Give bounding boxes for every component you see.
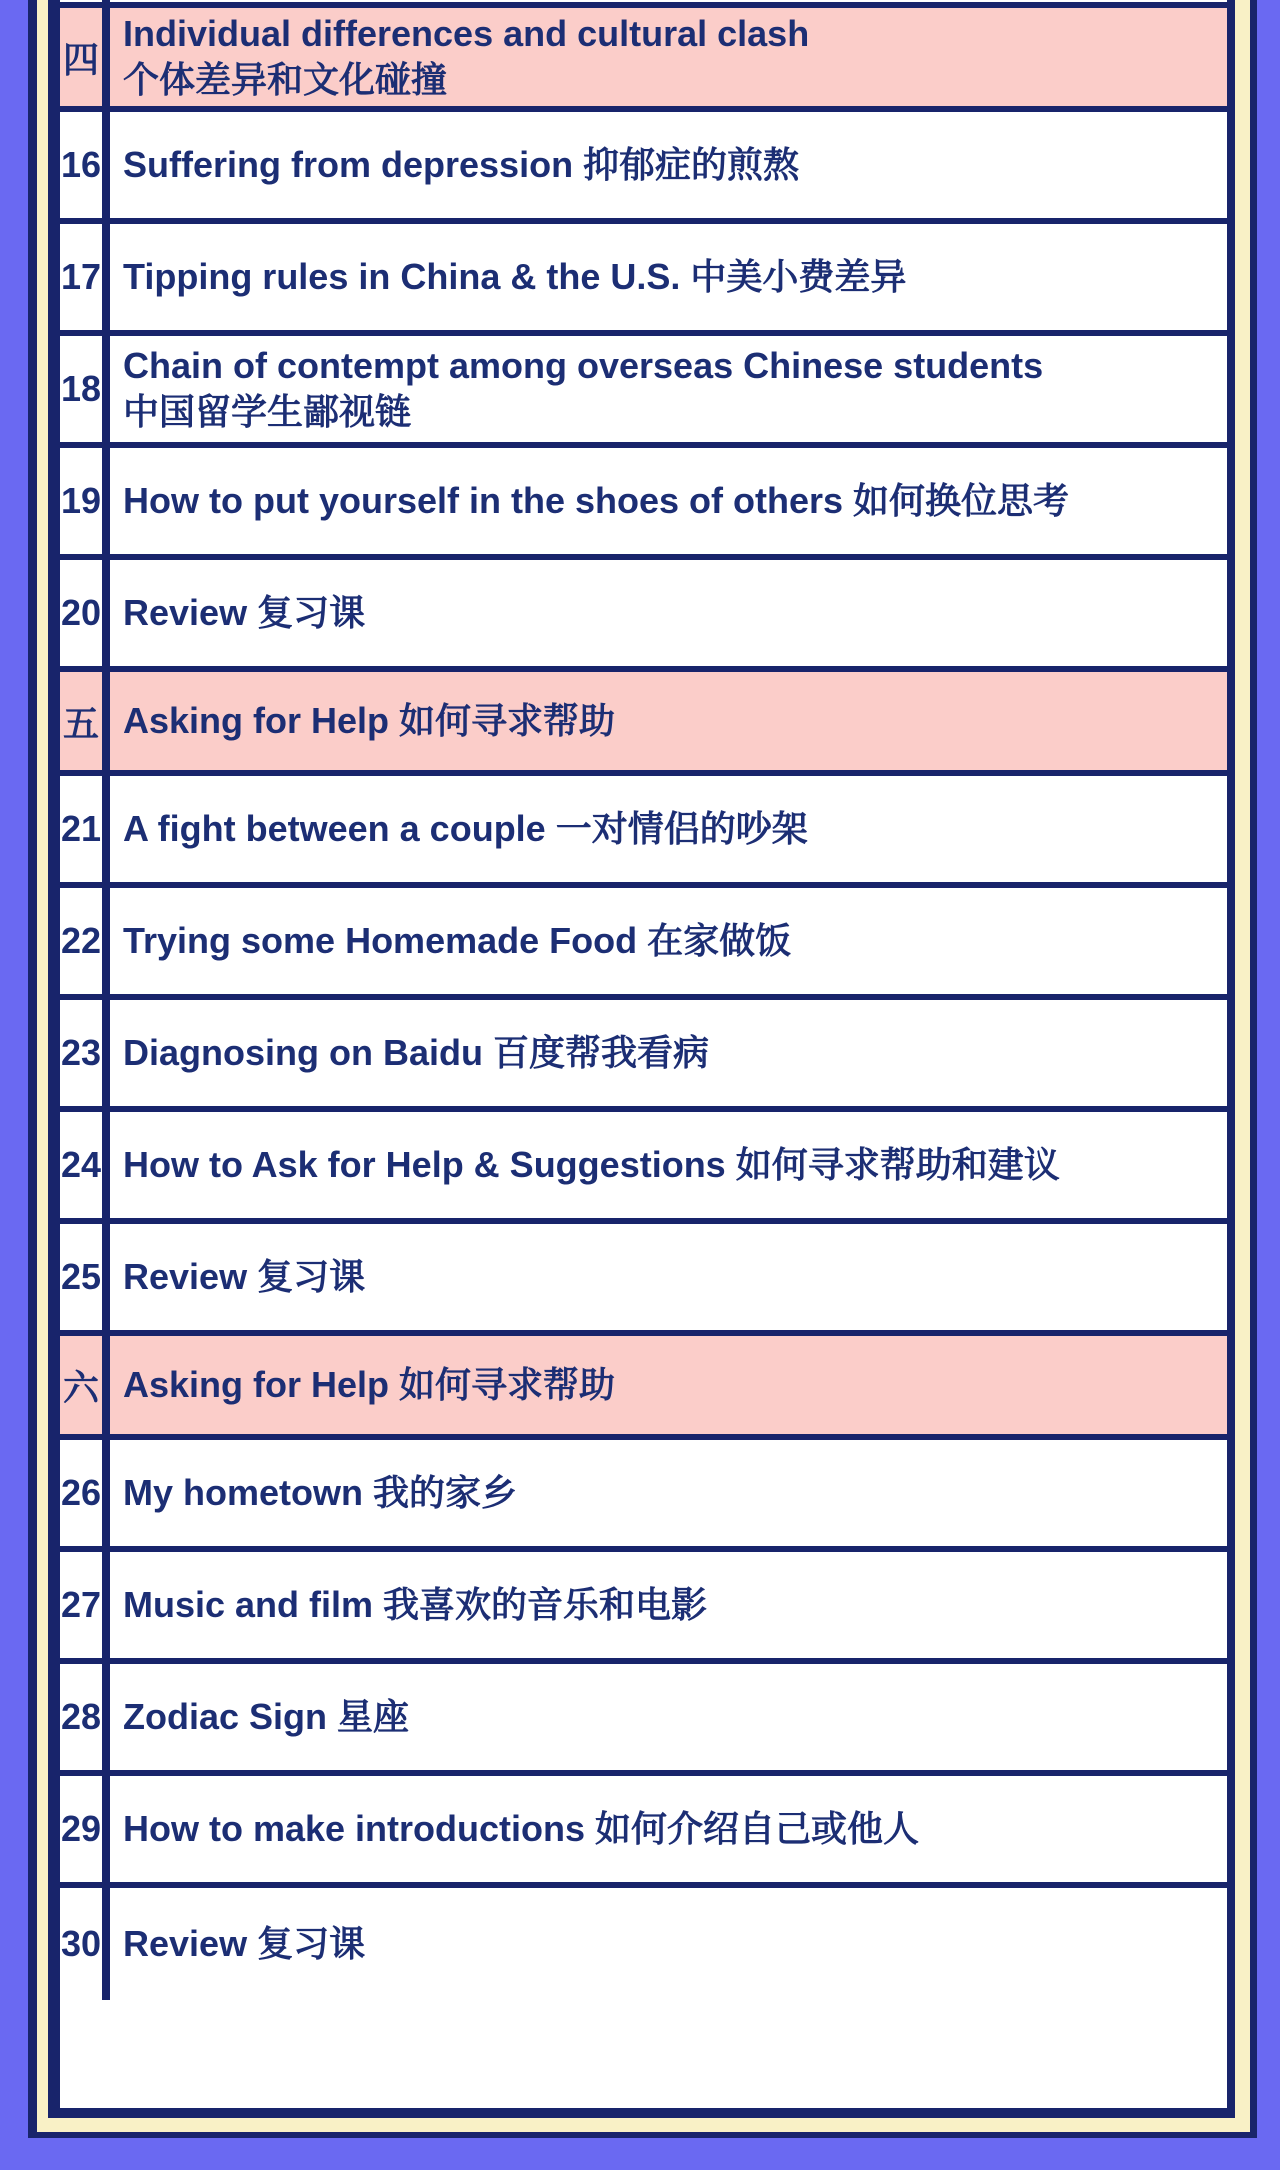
outer-frame <box>28 0 1257 2138</box>
lesson-title-cell <box>110 776 1227 882</box>
lesson-title-cell <box>110 112 1227 218</box>
lesson-title-line1: How to put yourself in the shoes of others 如何换位思考 <box>123 480 1070 521</box>
lesson-number-cell: 25 <box>60 1224 110 1330</box>
lesson-row <box>60 1776 1227 1888</box>
lesson-number-cell: 30 <box>60 1888 110 2000</box>
lesson-title-line1: Suffering from depression 抑郁症的煎熬 <box>123 144 800 185</box>
lesson-number-cell: 23 <box>60 1000 110 1106</box>
lesson-row <box>60 1000 1227 1112</box>
lesson-title-line1: Diagnosing on Baidu 百度帮我看病 <box>123 1032 709 1073</box>
lesson-title-cell <box>110 1112 1227 1218</box>
lesson-title-cell <box>110 1552 1227 1658</box>
lesson-title-cell <box>110 448 1227 554</box>
lesson-title-line1: Review 复习课 <box>123 592 366 633</box>
lesson-title-cell <box>110 8 1227 106</box>
lesson-number-cell: 16 <box>60 112 110 218</box>
lesson-title-cell <box>110 0 1227 2</box>
lesson-number-cell: 24 <box>60 1112 110 1218</box>
lesson-title-cell <box>110 1336 1227 1434</box>
lesson-title-line1: How to make introductions 如何介绍自己或他人 <box>123 1808 920 1849</box>
lesson-title-line1: Review 复习课 <box>123 1923 366 1964</box>
lesson-title-cell <box>110 1776 1227 1882</box>
lesson-title-cell <box>110 336 1227 442</box>
lesson-title-line2: 个体差异和文化碰撞 <box>123 59 448 100</box>
lesson-title-line1: Individual differences and cultural clash <box>123 13 810 54</box>
lesson-title-line1: My hometown 我的家乡 <box>123 1472 517 1513</box>
lesson-row <box>60 1112 1227 1224</box>
lesson-title-cell <box>110 888 1227 994</box>
lesson-number-cell: 六 <box>60 1336 110 1434</box>
clipped-row-remnant <box>60 0 1227 8</box>
lesson-row <box>60 336 1227 448</box>
lesson-row <box>60 1664 1227 1776</box>
lesson-title-cell <box>110 1888 1227 2000</box>
lesson-number-cell <box>60 0 110 2</box>
lesson-title-cell <box>110 1000 1227 1106</box>
lesson-row <box>60 776 1227 888</box>
lesson-number-cell: 五 <box>60 672 110 770</box>
section-header-row <box>60 8 1227 112</box>
lesson-title-cell <box>110 672 1227 770</box>
yellow-mat <box>37 0 1250 2132</box>
lesson-title-line1: Review 复习课 <box>123 1256 366 1297</box>
section-header-row <box>60 1336 1227 1440</box>
lesson-row <box>60 560 1227 672</box>
lesson-row <box>60 1552 1227 1664</box>
lesson-title-line2: 中国留学生鄙视链 <box>123 391 412 432</box>
lesson-row <box>60 112 1227 224</box>
lesson-number-cell: 19 <box>60 448 110 554</box>
lesson-title-cell <box>110 1664 1227 1770</box>
lesson-title-cell <box>110 1224 1227 1330</box>
lesson-title-line1: Trying some Homemade Food 在家做饭 <box>123 920 792 961</box>
lesson-row <box>60 888 1227 1000</box>
lesson-title-cell <box>110 1440 1227 1546</box>
lesson-title-line1: Music and film 我喜欢的音乐和电影 <box>123 1584 708 1625</box>
lesson-row <box>60 1224 1227 1336</box>
section-header-row <box>60 672 1227 776</box>
lesson-row <box>60 448 1227 560</box>
lesson-title-line1: Asking for Help 如何寻求帮助 <box>123 700 616 741</box>
lesson-title-line1: A fight between a couple 一对情侣的吵架 <box>123 808 808 849</box>
course-schedule-table <box>48 0 1235 2118</box>
lesson-number-cell: 28 <box>60 1664 110 1770</box>
lesson-title-line1: Tipping rules in China & the U.S. 中美小费差异 <box>123 256 907 297</box>
lesson-number-cell: 17 <box>60 224 110 330</box>
lesson-title-cell <box>110 224 1227 330</box>
lesson-title-cell <box>110 560 1227 666</box>
lesson-title-line1: How to Ask for Help & Suggestions 如何寻求帮助和建议 <box>123 1144 1060 1185</box>
lesson-number-cell: 22 <box>60 888 110 994</box>
lesson-number-cell: 四 <box>60 8 110 106</box>
lesson-row <box>60 1888 1227 2000</box>
lesson-title-line1: Chain of contempt among overseas Chinese students <box>123 345 1044 386</box>
lesson-number-cell: 27 <box>60 1552 110 1658</box>
lesson-number-cell: 20 <box>60 560 110 666</box>
lesson-title-line1: Zodiac Sign 星座 <box>123 1696 410 1737</box>
lesson-number-cell: 26 <box>60 1440 110 1546</box>
lesson-title-line1: Asking for Help 如何寻求帮助 <box>123 1364 616 1405</box>
lesson-row <box>60 224 1227 336</box>
lesson-number-cell: 21 <box>60 776 110 882</box>
lesson-number-cell: 18 <box>60 336 110 442</box>
lesson-row <box>60 1440 1227 1552</box>
lesson-number-cell: 29 <box>60 1776 110 1882</box>
